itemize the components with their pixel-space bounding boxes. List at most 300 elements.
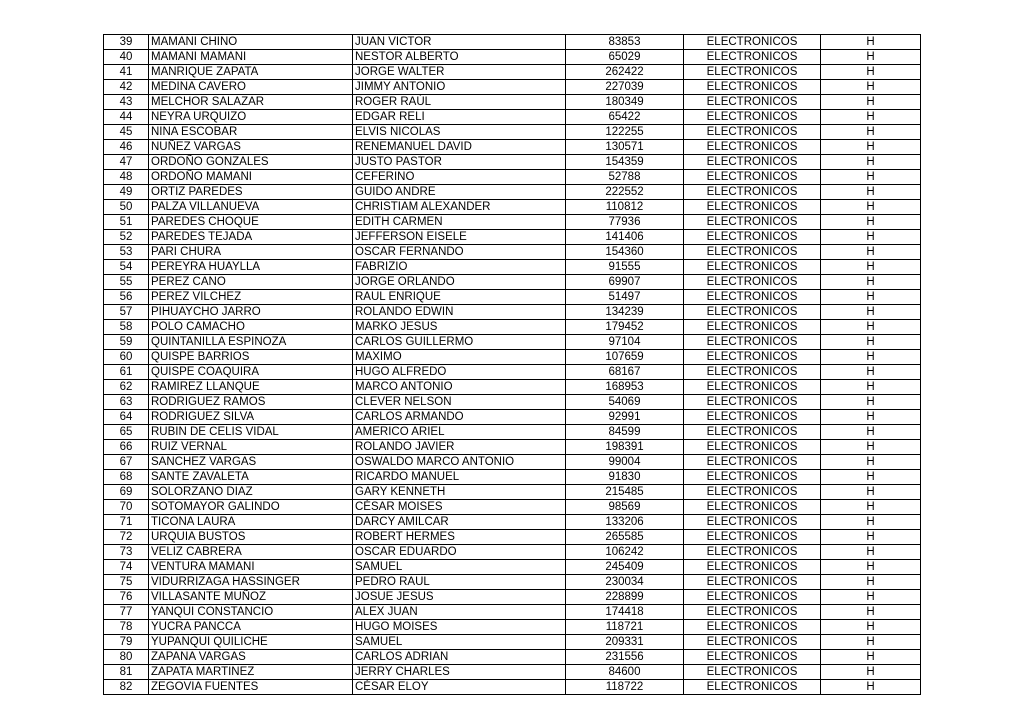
table-row — [104, 155, 921, 170]
sex-cell: H — [821, 500, 921, 515]
last-name-cell: ORDOÑO GONZALES — [149, 155, 353, 170]
first-name-cell: NESTOR ALBERTO — [353, 50, 566, 65]
sex-cell: H — [821, 80, 921, 95]
table-row — [104, 95, 921, 110]
code-cell: 133206 — [566, 515, 684, 530]
last-name-cell: QUISPE BARRIOS — [149, 350, 353, 365]
code-cell: 91830 — [566, 470, 684, 485]
table-row — [104, 350, 921, 365]
sex-cell: H — [821, 215, 921, 230]
first-name-cell: JUAN VICTOR — [353, 35, 566, 50]
sex-cell: H — [821, 200, 921, 215]
first-name-cell: CEFERINO — [353, 170, 566, 185]
area-cell: ELECTRONICOS — [684, 455, 821, 470]
first-name-cell: JIMMY ANTONIO — [353, 80, 566, 95]
code-cell: 98569 — [566, 500, 684, 515]
table-row — [104, 125, 921, 140]
last-name-cell: RUBIN DE CELIS VIDAL — [149, 425, 353, 440]
code-cell: 174418 — [566, 605, 684, 620]
area-cell: ELECTRONICOS — [684, 680, 821, 695]
code-cell: 180349 — [566, 95, 684, 110]
code-cell: 99004 — [566, 455, 684, 470]
area-cell: ELECTRONICOS — [684, 275, 821, 290]
table-row — [104, 215, 921, 230]
first-name-cell: EDGAR RELI — [353, 110, 566, 125]
table-row — [104, 500, 921, 515]
first-name-cell: CARLOS ADRIAN — [353, 650, 566, 665]
code-cell: 198391 — [566, 440, 684, 455]
last-name-cell: QUISPE COAQUIRA — [149, 365, 353, 380]
code-cell: 222552 — [566, 185, 684, 200]
row-number-cell: 53 — [104, 245, 149, 260]
row-number-cell: 59 — [104, 335, 149, 350]
row-number-cell: 71 — [104, 515, 149, 530]
table-row — [104, 80, 921, 95]
sex-cell: H — [821, 650, 921, 665]
row-number-cell: 58 — [104, 320, 149, 335]
last-name-cell: PEREYRA HUAYLLA — [149, 260, 353, 275]
code-cell: 209331 — [566, 635, 684, 650]
row-number-cell: 77 — [104, 605, 149, 620]
sex-cell: H — [821, 290, 921, 305]
table-row — [104, 425, 921, 440]
area-cell: ELECTRONICOS — [684, 560, 821, 575]
row-number-cell: 49 — [104, 185, 149, 200]
table-row — [104, 35, 921, 50]
area-cell: ELECTRONICOS — [684, 350, 821, 365]
last-name-cell: SANTE ZAVALETA — [149, 470, 353, 485]
code-cell: 69907 — [566, 275, 684, 290]
last-name-cell: RODRIGUEZ SILVA — [149, 410, 353, 425]
last-name-cell: NUÑEZ VARGAS — [149, 140, 353, 155]
area-cell: ELECTRONICOS — [684, 230, 821, 245]
table-row — [104, 515, 921, 530]
row-number-cell: 47 — [104, 155, 149, 170]
sex-cell: H — [821, 155, 921, 170]
code-cell: 106242 — [566, 545, 684, 560]
row-number-cell: 69 — [104, 485, 149, 500]
last-name-cell: QUINTANILLA ESPINOZA — [149, 335, 353, 350]
last-name-cell: ZEGOVIA FUENTES — [149, 680, 353, 695]
last-name-cell: PARI CHURA — [149, 245, 353, 260]
area-cell: ELECTRONICOS — [684, 185, 821, 200]
area-cell: ELECTRONICOS — [684, 440, 821, 455]
row-number-cell: 50 — [104, 200, 149, 215]
area-cell: ELECTRONICOS — [684, 65, 821, 80]
row-number-cell: 60 — [104, 350, 149, 365]
row-number-cell: 70 — [104, 500, 149, 515]
table-row — [104, 635, 921, 650]
code-cell: 130571 — [566, 140, 684, 155]
row-number-cell: 81 — [104, 665, 149, 680]
code-cell: 110812 — [566, 200, 684, 215]
row-number-cell: 74 — [104, 560, 149, 575]
table-row — [104, 245, 921, 260]
last-name-cell: PEREZ VILCHEZ — [149, 290, 353, 305]
first-name-cell: HUGO ALFREDO — [353, 365, 566, 380]
last-name-cell: MELCHOR SALAZAR — [149, 95, 353, 110]
code-cell: 245409 — [566, 560, 684, 575]
code-cell: 231556 — [566, 650, 684, 665]
roster-table-body — [104, 35, 921, 695]
code-cell: 230034 — [566, 575, 684, 590]
table-row — [104, 170, 921, 185]
first-name-cell: JOSUE JESUS — [353, 590, 566, 605]
code-cell: 52788 — [566, 170, 684, 185]
sex-cell: H — [821, 395, 921, 410]
table-row — [104, 305, 921, 320]
row-number-cell: 52 — [104, 230, 149, 245]
code-cell: 92991 — [566, 410, 684, 425]
code-cell: 262422 — [566, 65, 684, 80]
sex-cell: H — [821, 530, 921, 545]
first-name-cell: RAUL ENRIQUE — [353, 290, 566, 305]
sex-cell: H — [821, 620, 921, 635]
row-number-cell: 42 — [104, 80, 149, 95]
table-row — [104, 320, 921, 335]
last-name-cell: SOTOMAYOR GALINDO — [149, 500, 353, 515]
first-name-cell: OSCAR EDUARDO — [353, 545, 566, 560]
area-cell: ELECTRONICOS — [684, 95, 821, 110]
table-row — [104, 620, 921, 635]
area-cell: ELECTRONICOS — [684, 575, 821, 590]
last-name-cell: NINA ESCOBAR — [149, 125, 353, 140]
last-name-cell: YANQUI CONSTANCIO — [149, 605, 353, 620]
area-cell: ELECTRONICOS — [684, 140, 821, 155]
table-row — [104, 485, 921, 500]
table-row — [104, 605, 921, 620]
sex-cell: H — [821, 245, 921, 260]
first-name-cell: CLEVER NELSON — [353, 395, 566, 410]
code-cell: 84599 — [566, 425, 684, 440]
first-name-cell: ALEX JUAN — [353, 605, 566, 620]
area-cell: ELECTRONICOS — [684, 125, 821, 140]
last-name-cell: MEDINA CAVERO — [149, 80, 353, 95]
row-number-cell: 63 — [104, 395, 149, 410]
code-cell: 51497 — [566, 290, 684, 305]
row-number-cell: 67 — [104, 455, 149, 470]
sex-cell: H — [821, 560, 921, 575]
first-name-cell: PEDRO RAUL — [353, 575, 566, 590]
area-cell: ELECTRONICOS — [684, 380, 821, 395]
first-name-cell: CARLOS ARMANDO — [353, 410, 566, 425]
last-name-cell: SANCHEZ VARGAS — [149, 455, 353, 470]
area-cell: ELECTRONICOS — [684, 260, 821, 275]
area-cell: ELECTRONICOS — [684, 80, 821, 95]
row-number-cell: 54 — [104, 260, 149, 275]
area-cell: ELECTRONICOS — [684, 530, 821, 545]
first-name-cell: FABRIZIO — [353, 260, 566, 275]
first-name-cell: JEFFERSON EISELE — [353, 230, 566, 245]
area-cell: ELECTRONICOS — [684, 290, 821, 305]
area-cell: ELECTRONICOS — [684, 665, 821, 680]
table-row — [104, 275, 921, 290]
row-number-cell: 73 — [104, 545, 149, 560]
table-row — [104, 455, 921, 470]
first-name-cell: EDITH CARMEN — [353, 215, 566, 230]
last-name-cell: PALZA VILLANUEVA — [149, 200, 353, 215]
table-row — [104, 410, 921, 425]
last-name-cell: MAMANI MAMANI — [149, 50, 353, 65]
roster-table — [103, 34, 921, 695]
area-cell: ELECTRONICOS — [684, 545, 821, 560]
area-cell: ELECTRONICOS — [684, 470, 821, 485]
sex-cell: H — [821, 425, 921, 440]
area-cell: ELECTRONICOS — [684, 635, 821, 650]
code-cell: 265585 — [566, 530, 684, 545]
sex-cell: H — [821, 680, 921, 695]
first-name-cell: GARY KENNETH — [353, 485, 566, 500]
row-number-cell: 44 — [104, 110, 149, 125]
row-number-cell: 43 — [104, 95, 149, 110]
code-cell: 134239 — [566, 305, 684, 320]
first-name-cell: JERRY CHARLES — [353, 665, 566, 680]
first-name-cell: RENEMANUEL DAVID — [353, 140, 566, 155]
sex-cell: H — [821, 590, 921, 605]
code-cell: 83853 — [566, 35, 684, 50]
table-row — [104, 200, 921, 215]
code-cell: 65422 — [566, 110, 684, 125]
table-row — [104, 665, 921, 680]
code-cell: 228899 — [566, 590, 684, 605]
area-cell: ELECTRONICOS — [684, 515, 821, 530]
last-name-cell: PIHUAYCHO JARRO — [149, 305, 353, 320]
code-cell: 118721 — [566, 620, 684, 635]
first-name-cell: MARCO ANTONIO — [353, 380, 566, 395]
sex-cell: H — [821, 35, 921, 50]
table-row — [104, 575, 921, 590]
sex-cell: H — [821, 275, 921, 290]
area-cell: ELECTRONICOS — [684, 335, 821, 350]
last-name-cell: ZAPANA VARGAS — [149, 650, 353, 665]
table-row — [104, 530, 921, 545]
code-cell: 122255 — [566, 125, 684, 140]
first-name-cell: CHRISTIAM ALEXANDER — [353, 200, 566, 215]
sex-cell: H — [821, 65, 921, 80]
first-name-cell: CÉSAR MOISES — [353, 500, 566, 515]
row-number-cell: 46 — [104, 140, 149, 155]
first-name-cell: RICARDO MANUEL — [353, 470, 566, 485]
first-name-cell: ROGER RAÚL — [353, 95, 566, 110]
last-name-cell: RUIZ VERNAL — [149, 440, 353, 455]
area-cell: ELECTRONICOS — [684, 650, 821, 665]
code-cell: 107659 — [566, 350, 684, 365]
last-name-cell: YUCRA PANCCA — [149, 620, 353, 635]
row-number-cell: 76 — [104, 590, 149, 605]
area-cell: ELECTRONICOS — [684, 320, 821, 335]
first-name-cell: OSCAR FERNANDO — [353, 245, 566, 260]
first-name-cell: MARKO JESUS — [353, 320, 566, 335]
code-cell: 141406 — [566, 230, 684, 245]
row-number-cell: 80 — [104, 650, 149, 665]
row-number-cell: 61 — [104, 365, 149, 380]
sex-cell: H — [821, 110, 921, 125]
first-name-cell: ELVIS NICOLAS — [353, 125, 566, 140]
table-row — [104, 185, 921, 200]
table-row — [104, 545, 921, 560]
code-cell: 118722 — [566, 680, 684, 695]
row-number-cell: 51 — [104, 215, 149, 230]
row-number-cell: 45 — [104, 125, 149, 140]
sex-cell: H — [821, 605, 921, 620]
table-row — [104, 560, 921, 575]
code-cell: 68167 — [566, 365, 684, 380]
first-name-cell: SAMUEL — [353, 560, 566, 575]
code-cell: 154360 — [566, 245, 684, 260]
row-number-cell: 66 — [104, 440, 149, 455]
code-cell: 215485 — [566, 485, 684, 500]
last-name-cell: MAMANI CHINO — [149, 35, 353, 50]
first-name-cell: OSWALDO MARCO ANTONIO — [353, 455, 566, 470]
row-number-cell: 68 — [104, 470, 149, 485]
last-name-cell: VILLASANTE MUÑOZ — [149, 590, 353, 605]
area-cell: ELECTRONICOS — [684, 50, 821, 65]
code-cell: 77936 — [566, 215, 684, 230]
row-number-cell: 82 — [104, 680, 149, 695]
first-name-cell: ROLANDO JAVIER — [353, 440, 566, 455]
row-number-cell: 64 — [104, 410, 149, 425]
area-cell: ELECTRONICOS — [684, 200, 821, 215]
first-name-cell: HUGO MOISES — [353, 620, 566, 635]
area-cell: ELECTRONICOS — [684, 620, 821, 635]
sex-cell: H — [821, 410, 921, 425]
area-cell: ELECTRONICOS — [684, 35, 821, 50]
sex-cell: H — [821, 545, 921, 560]
table-row — [104, 650, 921, 665]
first-name-cell: SAMUEL — [353, 635, 566, 650]
first-name-cell: AMERICO ARIEL — [353, 425, 566, 440]
row-number-cell: 65 — [104, 425, 149, 440]
area-cell: ELECTRONICOS — [684, 365, 821, 380]
sex-cell: H — [821, 575, 921, 590]
area-cell: ELECTRONICOS — [684, 500, 821, 515]
sex-cell: H — [821, 260, 921, 275]
first-name-cell: ROLANDO EDWIN — [353, 305, 566, 320]
code-cell: 97104 — [566, 335, 684, 350]
table-row — [104, 110, 921, 125]
sex-cell: H — [821, 635, 921, 650]
last-name-cell: RAMIREZ LLANQUE — [149, 380, 353, 395]
area-cell: ELECTRONICOS — [684, 305, 821, 320]
code-cell: 54069 — [566, 395, 684, 410]
row-number-cell: 56 — [104, 290, 149, 305]
sex-cell: H — [821, 125, 921, 140]
first-name-cell: GUIDO ANDRE — [353, 185, 566, 200]
table-row — [104, 230, 921, 245]
area-cell: ELECTRONICOS — [684, 485, 821, 500]
area-cell: ELECTRONICOS — [684, 215, 821, 230]
table-row — [104, 440, 921, 455]
last-name-cell: VENTURA MAMANI — [149, 560, 353, 575]
first-name-cell: JORGE WALTER — [353, 65, 566, 80]
last-name-cell: VIDURRIZAGA HASSINGER — [149, 575, 353, 590]
last-name-cell: SOLORZANO DIAZ — [149, 485, 353, 500]
code-cell: 154359 — [566, 155, 684, 170]
table-row — [104, 365, 921, 380]
sex-cell: H — [821, 335, 921, 350]
last-name-cell: PAREDES TEJADA — [149, 230, 353, 245]
code-cell: 168953 — [566, 380, 684, 395]
sex-cell: H — [821, 50, 921, 65]
table-row — [104, 260, 921, 275]
first-name-cell: DARCY AMILCAR — [353, 515, 566, 530]
sex-cell: H — [821, 470, 921, 485]
last-name-cell: ORDOÑO MAMANI — [149, 170, 353, 185]
sex-cell: H — [821, 365, 921, 380]
sex-cell: H — [821, 140, 921, 155]
area-cell: ELECTRONICOS — [684, 425, 821, 440]
sex-cell: H — [821, 95, 921, 110]
last-name-cell: NEYRA URQUIZO — [149, 110, 353, 125]
table-row — [104, 380, 921, 395]
row-number-cell: 48 — [104, 170, 149, 185]
sex-cell: H — [821, 185, 921, 200]
table-row — [104, 140, 921, 155]
last-name-cell: TICONA LAURA — [149, 515, 353, 530]
area-cell: ELECTRONICOS — [684, 245, 821, 260]
row-number-cell: 57 — [104, 305, 149, 320]
table-row — [104, 50, 921, 65]
area-cell: ELECTRONICOS — [684, 590, 821, 605]
row-number-cell: 72 — [104, 530, 149, 545]
sex-cell: H — [821, 665, 921, 680]
last-name-cell: VELIZ CABRERA — [149, 545, 353, 560]
code-cell: 84600 — [566, 665, 684, 680]
first-name-cell: CÉSAR ELOY — [353, 680, 566, 695]
table-row — [104, 470, 921, 485]
row-number-cell: 41 — [104, 65, 149, 80]
table-row — [104, 290, 921, 305]
sex-cell: H — [821, 230, 921, 245]
sex-cell: H — [821, 305, 921, 320]
code-cell: 65029 — [566, 50, 684, 65]
last-name-cell: RODRIGUEZ RAMOS — [149, 395, 353, 410]
table-row — [104, 680, 921, 695]
first-name-cell: JORGE ORLANDO — [353, 275, 566, 290]
row-number-cell: 40 — [104, 50, 149, 65]
row-number-cell: 79 — [104, 635, 149, 650]
last-name-cell: URQUIA BUSTOS — [149, 530, 353, 545]
code-cell: 227039 — [566, 80, 684, 95]
code-cell: 179452 — [566, 320, 684, 335]
area-cell: ELECTRONICOS — [684, 605, 821, 620]
first-name-cell: MAXIMO — [353, 350, 566, 365]
sex-cell: H — [821, 350, 921, 365]
table-row — [104, 395, 921, 410]
area-cell: ELECTRONICOS — [684, 410, 821, 425]
last-name-cell: MANRIQUE ZAPATA — [149, 65, 353, 80]
area-cell: ELECTRONICOS — [684, 110, 821, 125]
row-number-cell: 39 — [104, 35, 149, 50]
area-cell: ELECTRONICOS — [684, 170, 821, 185]
area-cell: ELECTRONICOS — [684, 155, 821, 170]
row-number-cell: 78 — [104, 620, 149, 635]
last-name-cell: PAREDES CHOQUE — [149, 215, 353, 230]
last-name-cell: PEREZ CANO — [149, 275, 353, 290]
sex-cell: H — [821, 515, 921, 530]
sex-cell: H — [821, 485, 921, 500]
sex-cell: H — [821, 380, 921, 395]
area-cell: ELECTRONICOS — [684, 395, 821, 410]
sex-cell: H — [821, 440, 921, 455]
first-name-cell: ROBERT HERMES — [353, 530, 566, 545]
sex-cell: H — [821, 320, 921, 335]
code-cell: 91555 — [566, 260, 684, 275]
last-name-cell: ZAPATA MARTINEZ — [149, 665, 353, 680]
first-name-cell: JUSTO PASTOR — [353, 155, 566, 170]
sex-cell: H — [821, 170, 921, 185]
first-name-cell: CARLOS GUILLERMO — [353, 335, 566, 350]
